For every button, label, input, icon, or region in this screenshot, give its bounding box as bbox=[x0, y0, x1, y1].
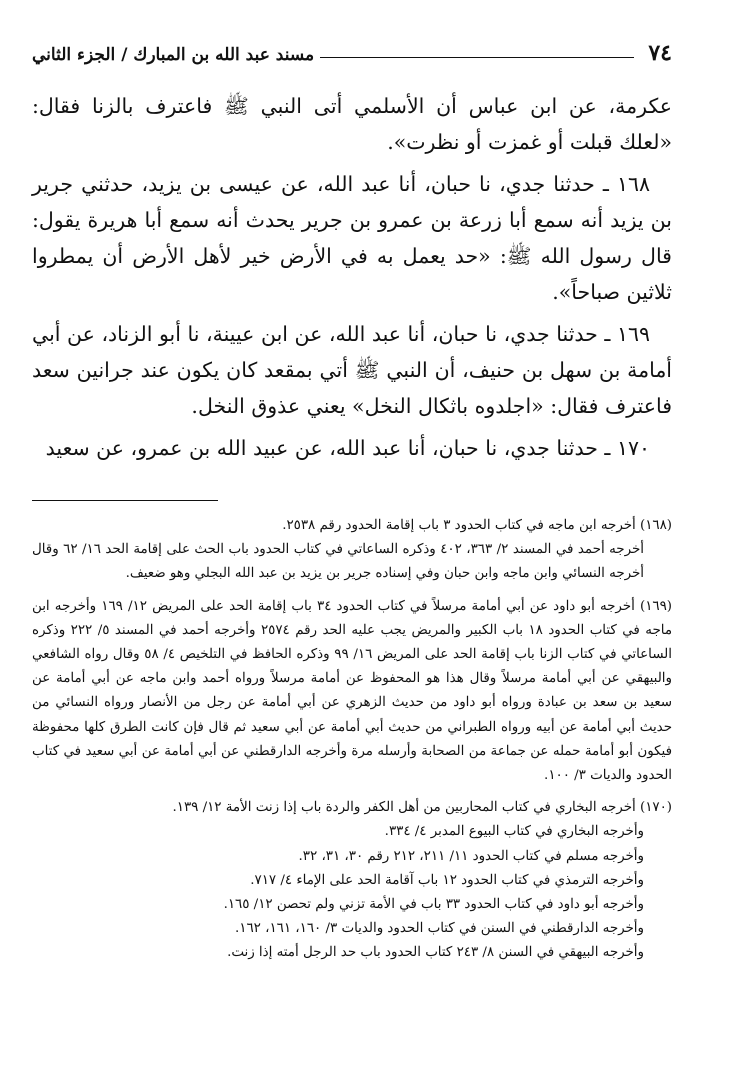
hadith-168: ١٦٨ ـ حدثنا جدي، نا حبان، أنا عبد الله، عن عيسى بن يزيد، حدثني جرير بن يزيد أنه سمع أبا زرعة بن عمرو بن جرير يحدث أنه سمع أبا هريرة يقول: قال رسول الله ﷺ: «حد يعمل به في الأرض خير لأهل الأرض أن يمطروا ثلاثين صباحاً». bbox=[32, 172, 672, 304]
footnote-170-line: وأخرجه أبو داود في كتاب الحدود ٣٣ باب في الأمة تزني ولم تحصن ١٢/ ١٦٥. bbox=[223, 897, 644, 913]
footnote-170 bbox=[32, 796, 672, 965]
footnote-170-head: (١٧٠) أخرجه البخاري في كتاب المحاربين من أهل الكفر والردة باب إذا زنت الأمة ١٢/ ١٣٩. bbox=[172, 800, 672, 816]
paragraph-continuation: عكرمة، عن ابن عباس أن الأسلمي أتى النبي ﷺ فاعترف بالزنا فقال: «لعلك قبلت أو غمزت أو نظرت». bbox=[32, 94, 672, 154]
hadith-169: ١٦٩ ـ حدثنا جدي، نا حبان، أنا عبد الله، عن ابن عيينة، نا أبو الزناد، عن أبي أمامة بن سهل بن حنيف، أن النبي ﷺ أتي بمقعد كان يكون عند جرانين سعد فاعترف فقال: «اجلدوه باثكال النخل» يعني عذوق النخل. bbox=[32, 322, 672, 418]
page-number: ٧٤ bbox=[648, 40, 672, 66]
footnote-169-text: (١٦٩) أخرجه أبو داود عن أبي أمامة مرسلاً في كتاب الحدود ٣٤ باب إقامة الحد على المريض ١٢/ ١٦٩ وأخرجه ابن ماجه في كتاب الحدود ١٨ باب الكبير والمريض يجب عليه الحد رقم ٢٥٧٤ وأخرجه أحمد في المسند ٥/ ٢٢٢ وذكره الساعاتي في كتاب الزنا باب إقامة الحد على المريض ١٦/ ٩٩ وذكره الحافظ في التلخيص ٤/ ٥٨ وقال رواه الشافعي والبيهقي عن أبي أمامة مرسلاً وقال هذا هو المحفوظ عن أمامة مرسلاً ورواه أحمد وابن ماجه عن أبي أمامة عن سعيد بن سعد بن عبادة ورواه أبو داود من حديث الزهري عن أبي أمامة عن رجل من الأنصار ورواه النسائي من حديث أبي أمامة عن أبيه ورواه الطبراني من حديث أبي أمامة عن أبي سعيد ثم قال فإن كانت الطرق كلها محفوظة فيكون أبو أمامة حمله عن جماعة من الصحابة وأرسله مرة وأخرجه الدارقطني عن أبي أمامة عن أبي سعيد في كتاب الحدود والديات ٣/ ١٠٠. bbox=[32, 598, 672, 784]
main-text bbox=[32, 88, 672, 472]
footnote-170-line: وأخرجه البخاري في كتاب البيوع المدبر ٤/ ٣٣٤. bbox=[384, 824, 644, 840]
footnote-168-head: (١٦٨) أخرجه ابن ماجه في كتاب الحدود ٣ باب إقامة الحدود رقم ٢٥٣٨. bbox=[282, 518, 672, 533]
footnote-168-body: أخرجه أحمد في المسند ٢/ ٣٦٣، ٤٠٢ وذكره الساعاتي في كتاب الحدود باب الحث على إقامة الحد ١٦/ ٦٢ وقال أخرجه النسائي وابن ماجه وابن حبان وفي إسناده جرير بن يزيد بن عبد الله البجلي وهو ضعيف. bbox=[32, 542, 644, 582]
header-rule bbox=[320, 57, 634, 58]
footnote-168 bbox=[32, 514, 672, 587]
footnote-170-line: وأخرجه الترمذي في كتاب الحدود ١٢ باب آقامة الحد على الإماء ٤/ ٧١٧. bbox=[250, 872, 644, 888]
running-title: مسند عبد الله بن المبارك / الجزء الثاني bbox=[32, 45, 315, 65]
footnotes bbox=[32, 514, 672, 974]
footnote-170-line: وأخرجه الدارقطني في السنن في كتاب الحدود والديات ٣/ ١٦٠، ١٦١، ١٦٢. bbox=[235, 921, 644, 937]
page-header bbox=[32, 30, 672, 64]
footnote-169 bbox=[32, 595, 672, 789]
footnote-170-line: وأخرجه البيهقي في السنن ٨/ ٢٤٣ كتاب الحدود باب حد الرجل أمته إذا زنت. bbox=[227, 945, 644, 961]
footnote-separator bbox=[32, 500, 218, 501]
hadith-170: ١٧٠ ـ حدثنا جدي، نا حبان، أنا عبد الله، عن عبيد الله بن عمرو، عن سعيد bbox=[45, 436, 650, 460]
book-page bbox=[32, 30, 672, 1070]
footnote-170-line: وأخرجه مسلم في كتاب الحدود ١١/ ٢١١، ٢١٢ رقم ٣٠، ٣١، ٣٢. bbox=[298, 848, 644, 864]
